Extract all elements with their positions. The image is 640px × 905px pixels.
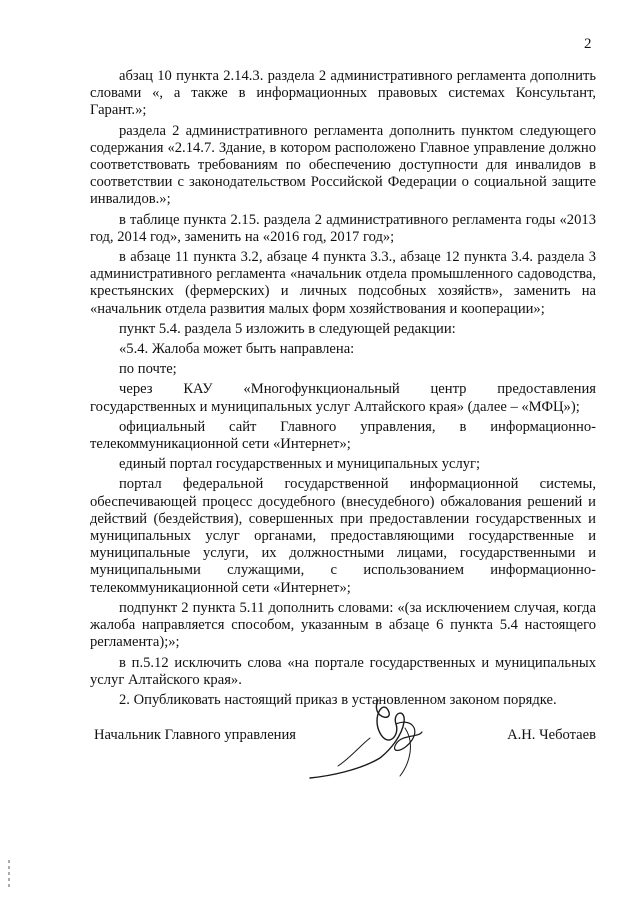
paragraph: в абзаце 11 пункта 3.2, абзаце 4 пункта 3.3., абзаце 12 пункта 3.4. раздела 3 административного регламента «начальник отдела промышленного садоводства, крестьянских (фермерских) и личных подсобных хозяйств», заменить на «начальник отдела развития малых форм хозяйствования и кооперации»; [90, 249, 596, 317]
paragraph: единый портал государственных и муниципальных услуг; [119, 456, 481, 473]
paragraph: пункт 5.4. раздела 5 изложить в следующей редакции: [119, 320, 456, 337]
paragraph: подпункт 2 пункта 5.11 дополнить словами: «(за исключением случая, когда жалоба направляется способом, указанным в абзаце 6 пункта 5.4 настоящего регламента);»; [90, 599, 596, 651]
paragraph: по почте; [119, 361, 177, 378]
paragraph: абзац 10 пункта 2.14.3. раздела 2 административного регламента дополнить словами «, а также в информационных правовых системах Консультант, Гарант.»; [90, 68, 596, 119]
signature-block [94, 727, 596, 747]
paragraph: портал федеральной государственной информационной системы, обеспечивающей процесс досудебного (внесудебного) обжалования решений и действий (бездействия), совершенных при предоставлении государственных и муниципальных услуг органами, предоставляющими государственные и муниципальные услуги, их должностными лицами, государственными и муниципальными служащими, с использованием информационно-телекоммуникационной сети «Интернет»; [90, 476, 596, 596]
paragraph: в таблице пункта 2.15. раздела 2 административного регламента годы «2013 год, 2014 год», заменить на «2016 год, 2017 год»; [90, 211, 596, 245]
document-body [90, 68, 596, 712]
paragraph: через КАУ «Многофункциональный центр предоставления государственных и муниципальных услуг Алтайского края» (далее – «МФЦ»); [90, 381, 596, 415]
paragraph: раздела 2 административного регламента дополнить пунктом следующего содержания «2.14.7. Здание, в котором расположено Главное управление должно соответствовать требованиям по обеспечению доступности для инвалидов в соответствии с законодательством Российской Федерации о социальной защите инвалидов.»; [90, 122, 596, 208]
paragraph: официальный сайт Главного управления, в информационно-телекоммуникационной сети «Интернет»; [90, 418, 596, 453]
signer-name: А.Н. Чеботаев [507, 727, 596, 743]
paragraph: 2. Опубликовать настоящий приказ в установленном законом порядке. [119, 691, 557, 708]
margin-mark [8, 860, 10, 890]
paragraph: «5.4. Жалоба может быть направлена: [119, 341, 355, 358]
paragraph: в п.5.12 исключить слова «на портале государственных и муниципальных услуг Алтайского края». [90, 654, 596, 688]
signer-title: Начальник Главного управления [94, 727, 297, 743]
page-number: 2 [584, 36, 592, 52]
